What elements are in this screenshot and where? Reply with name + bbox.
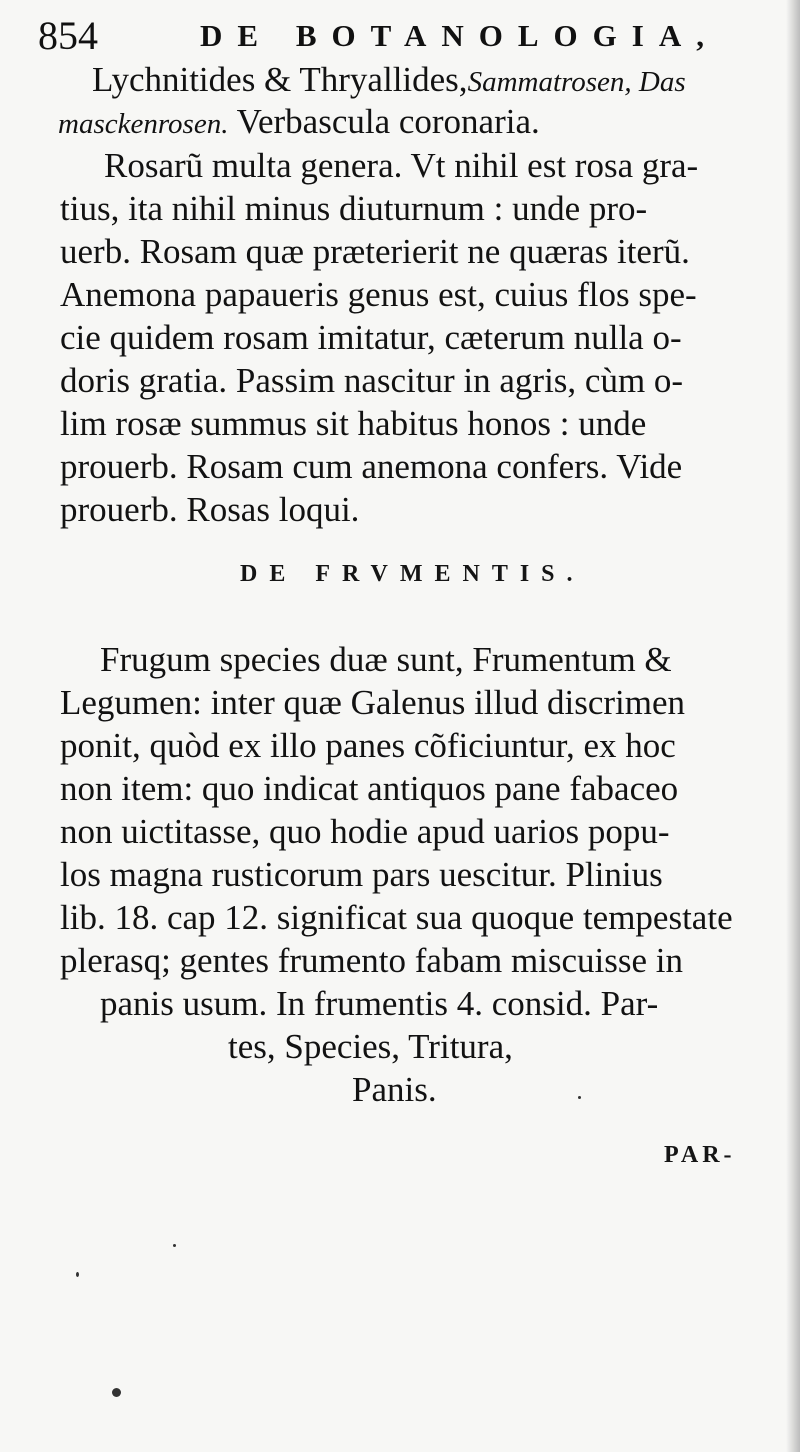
page-header <box>38 12 758 62</box>
running-head: DE BOTANOLOGIA, <box>200 18 719 53</box>
text-line: non uictitasse, quo hodie apud uarios popu- <box>60 812 670 851</box>
text-line: cie quidem rosam imitatur, cæterum nulla o- <box>60 318 682 357</box>
italic-span: masckenrosen. <box>58 108 229 140</box>
text-line: Legumen: inter quæ Galenus illud discrimen <box>60 683 686 722</box>
text-line: los magna rusticorum pars uescitur. Plinius <box>60 855 663 894</box>
text-line: Anemona papaueris genus est, cuius flos spe- <box>60 275 697 314</box>
text-span: Verbascula coronaria. <box>228 102 540 141</box>
text-span: Lychnitides & Thryallides, <box>92 60 468 99</box>
catchword: PAR- <box>664 1142 736 1168</box>
text-line: Panis. <box>352 1070 437 1109</box>
text-line: tius, ita nihil minus diuturnum : unde pro- <box>60 189 648 228</box>
section-heading: DE FRVMENTIS. <box>240 561 585 587</box>
text-line: lib. 18. cap 12. significat sua quoque tempestate <box>60 898 733 937</box>
text-line: panis usum. In frumentis 4. consid. Par- <box>100 984 659 1023</box>
scan-speck <box>112 1388 121 1397</box>
text-line: prouerb. Rosam cum anemona confers. Vide <box>60 447 683 486</box>
text-line <box>92 62 686 97</box>
page-edge-shadow <box>786 0 800 1452</box>
text-line: tes, Species, Tritura, <box>228 1027 513 1066</box>
page-number: 854 <box>38 13 98 58</box>
text-line <box>58 104 540 139</box>
text-line: prouerb. Rosas loqui. <box>60 490 360 529</box>
text-line: Frugum species duæ sunt, Frumentum & <box>100 640 672 679</box>
text-line: plerasq; gentes frumento fabam miscuisse in <box>60 941 684 980</box>
text-line: doris gratia. Passim nascitur in agris, cùm o- <box>60 361 684 400</box>
text-line: lim rosæ summus sit habitus honos : unde <box>60 404 647 443</box>
text-line: uerb. Rosam quæ præterierit ne quæras iterũ. <box>60 232 690 271</box>
text-line: ponit, quòd ex illo panes cõficiuntur, ex hoc <box>60 726 676 765</box>
scan-speck <box>173 1244 176 1247</box>
text-line: Rosarũ multa genera. Vt nihil est rosa gra- <box>104 146 699 185</box>
text-line: non item: quo indicat antiquos pane fabaceo <box>60 769 679 808</box>
italic-span: Sammatrosen, Das <box>467 66 686 98</box>
scan-speck <box>578 1096 581 1099</box>
scan-speck <box>76 1272 79 1277</box>
